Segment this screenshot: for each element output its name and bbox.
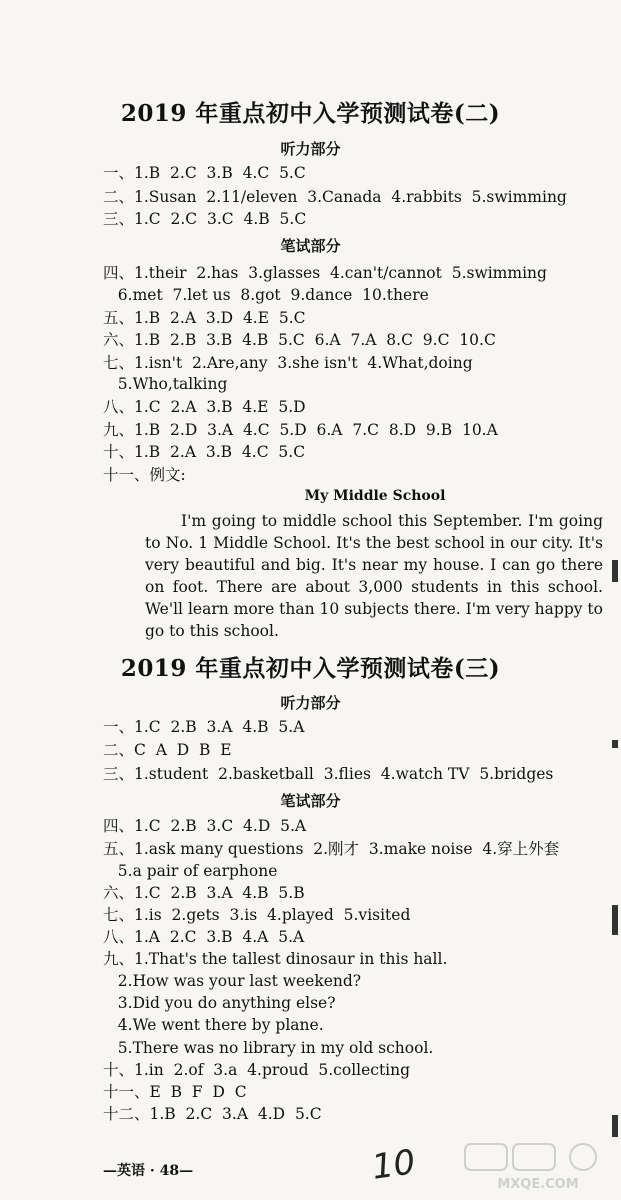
section3-listening-heading: 听力部分: [280, 694, 341, 712]
answer-line: 九、1.B 2.D 3.A 4.C 5.D 6.A 7.C 8.D 9.B 10.A: [103, 421, 498, 439]
answer-line: 5.a pair of earphone: [103, 862, 278, 880]
essay-paragraph: I'm going to middle school this September. I'm going to No. 1 Middle School. It's the best school in our city. It's very beautiful and big. It's near my house. I can go there on foot. There are about 3,000 students in this school. We'll learn more than 10 subjects there. I'm very happy to go to this school.: [145, 512, 603, 640]
answer-line: 七、1.isn't 2.Are,any 3.she isn't 4.What,doing: [103, 354, 473, 372]
answer-line: 八、1.A 2.C 3.B 4.A 5.A: [103, 928, 305, 946]
section2-writing-heading: 笔试部分: [280, 237, 341, 255]
binding-mark: [612, 740, 618, 748]
answer-line: 七、1.is 2.gets 3.is 4.played 5.visited: [103, 906, 411, 924]
answer-line: 5.Who,talking: [103, 375, 228, 393]
binding-mark: [612, 1115, 618, 1137]
answer-line: 十一、例文:: [103, 466, 186, 484]
answer-line: 十一、E B F D C: [103, 1083, 247, 1101]
answer-line: 八、1.C 2.A 3.B 4.E 5.D: [103, 398, 306, 416]
answer-line: 一、1.B 2.C 3.B 4.C 5.C: [103, 164, 306, 182]
answer-line: 一、1.C 2.B 3.A 4.B 5.A: [103, 718, 305, 736]
binding-mark: [612, 905, 618, 935]
answer-line: 六、1.C 2.B 3.A 4.B 5.B: [103, 884, 305, 902]
answer-line: 四、1.their 2.has 3.glasses 4.can't/cannot 5.swimming: [103, 264, 547, 282]
answer-line: 十二、1.B 2.C 3.A 4.D 5.C: [103, 1105, 322, 1123]
answer-line: 6.met 7.let us 8.got 9.dance 10.there: [103, 286, 429, 304]
essay-title: My Middle School: [304, 488, 446, 504]
binding-mark: [612, 560, 618, 582]
answer-line: 2.How was your last weekend?: [103, 972, 362, 990]
answer-line: 五、1.ask many questions 2.刚才 3.make noise 4.穿上外套: [103, 840, 560, 858]
answer-line: 四、1.C 2.B 3.C 4.D 5.A: [103, 817, 307, 835]
answer-line: 五、1.B 2.A 3.D 4.E 5.C: [103, 309, 306, 327]
answer-line: 三、1.student 2.basketball 3.flies 4.watch TV 5.bridges: [103, 765, 554, 783]
answer-line: 九、1.That's the tallest dinosaur in this hall.: [103, 950, 448, 968]
answer-line: 4.We went there by plane.: [103, 1016, 324, 1034]
section3-title: 2019 年重点初中入学预测试卷(三): [120, 655, 501, 682]
watermark-text: MXQE.COM: [497, 1177, 579, 1192]
section3-writing-heading: 笔试部分: [280, 792, 341, 810]
answer-line: 十、1.in 2.of 3.a 4.proud 5.collecting: [103, 1061, 411, 1079]
answer-line: 十、1.B 2.A 3.B 4.C 5.C: [103, 443, 306, 461]
answer-line: 二、1.Susan 2.11/eleven 3.Canada 4.rabbits 5.swimming: [103, 188, 567, 206]
answer-line: 3.Did you do anything else?: [103, 994, 336, 1012]
watermark-logo: [463, 1142, 613, 1192]
answer-line: 三、1.C 2.C 3.C 4.B 5.C: [103, 210, 307, 228]
section2-listening-heading: 听力部分: [280, 140, 341, 158]
answer-line: 5.There was no library in my old school.: [103, 1039, 434, 1057]
handwritten-note: 10: [369, 1142, 418, 1188]
answer-line: 六、1.B 2.B 3.B 4.B 5.C 6.A 7.A 8.C 9.C 10.C: [103, 331, 496, 349]
section2-title: 2019 年重点初中入学预测试卷(二): [120, 100, 501, 127]
page-footer: —英语 · 48—: [103, 1163, 194, 1179]
answer-line: 二、C A D B E: [103, 741, 232, 759]
